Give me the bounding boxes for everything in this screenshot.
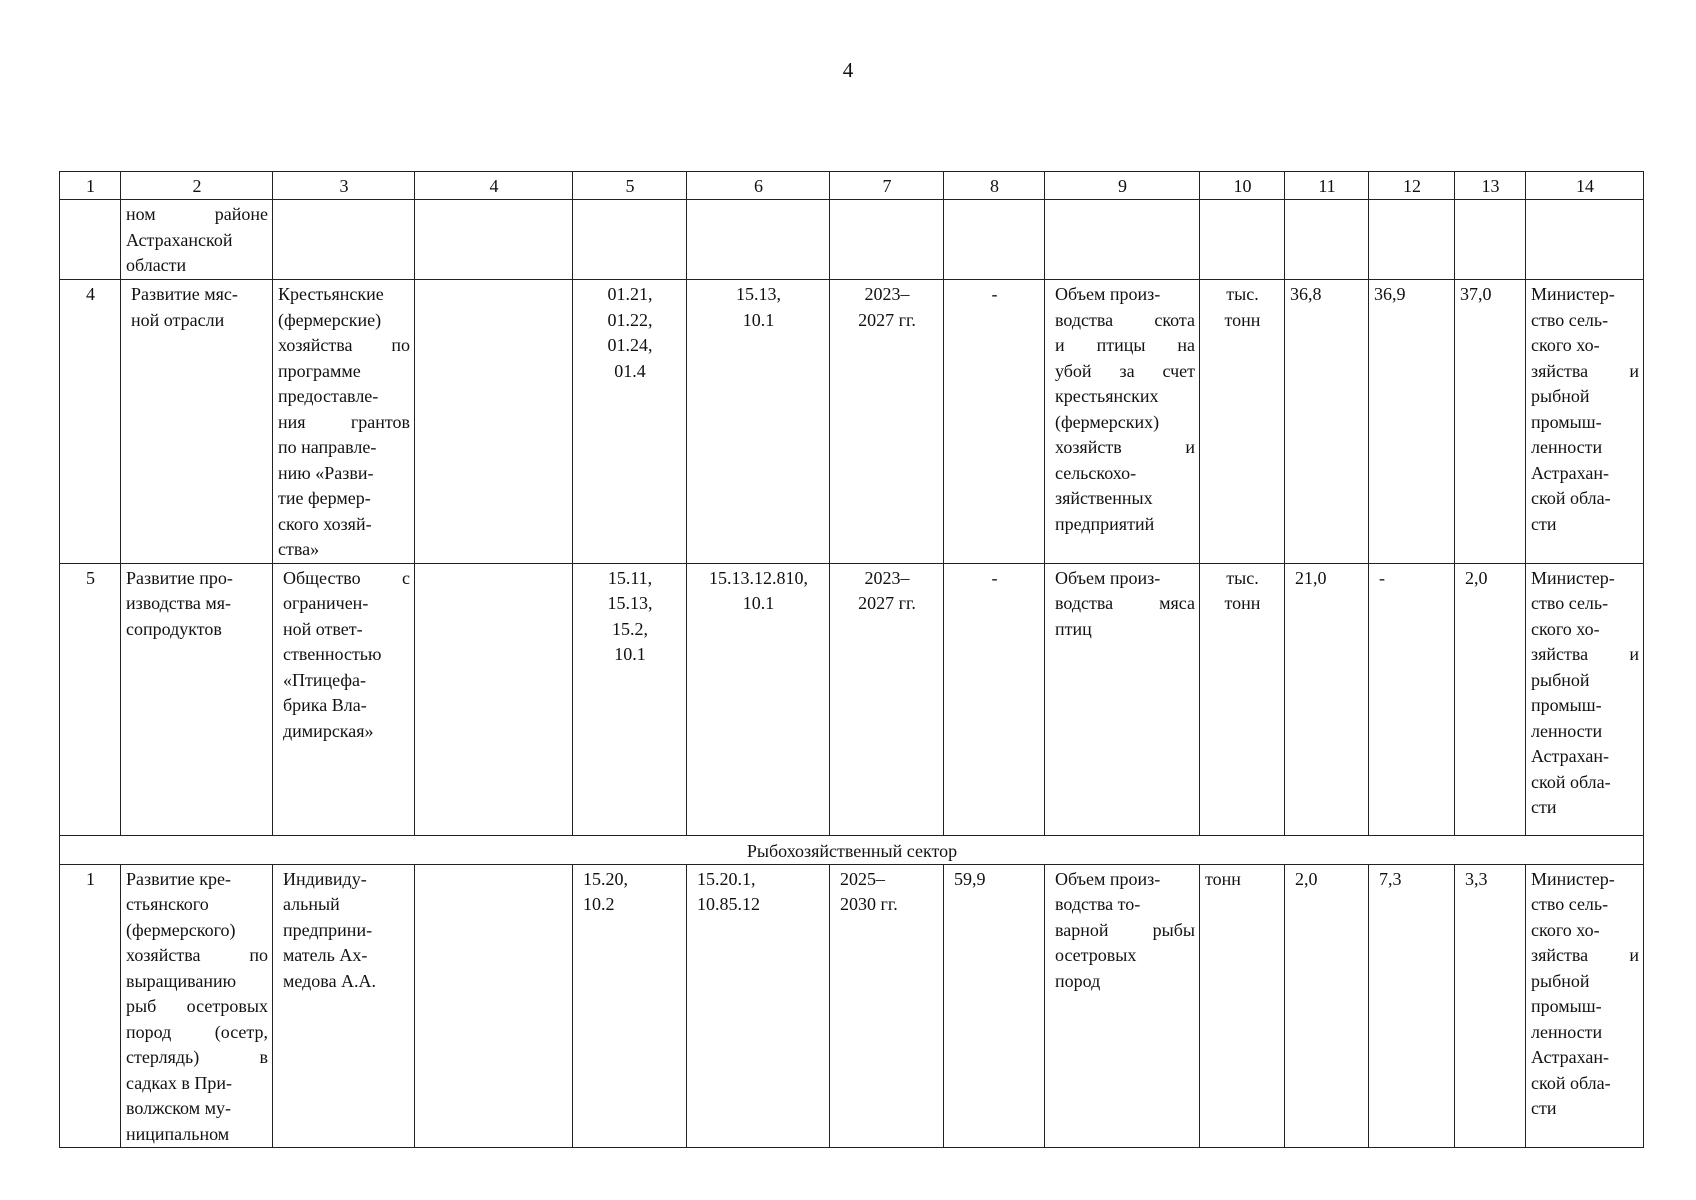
cell-text-line: изводства мя- [126, 593, 232, 613]
cell-text-line: (фермерского) [126, 919, 236, 940]
cell-text-line: ной ответ- [283, 618, 363, 639]
cell-text-line: варной рыбы [1055, 919, 1195, 940]
cell-text-line: ство сель- [1531, 894, 1609, 914]
executor-cell [273, 280, 415, 564]
cell-text-line: хозяйств и [1055, 437, 1195, 457]
cell-text-line: 2030 гг. [840, 894, 898, 914]
cell-text-line: ограничен- [283, 593, 369, 613]
cell-text-line: Развитие про- [126, 567, 233, 588]
cell-text-line: Министер- [1531, 284, 1615, 304]
responsible-cell [1526, 864, 1644, 1148]
column-number: 1 [60, 172, 121, 200]
cell-text-line: (фермерских) [1055, 411, 1160, 432]
cell-text-line: 10.2 [583, 894, 615, 914]
cell-text-line: тыс. [1226, 567, 1259, 588]
cell-text-line: рыб осетровых [126, 996, 268, 1016]
cell-text-line: Объем произ- [1055, 567, 1161, 588]
cell-text-line: 10.1 [742, 309, 775, 330]
column-number: 2 [121, 172, 273, 200]
investment-cell: - [944, 280, 1045, 564]
column-4-cell [415, 280, 573, 564]
cell-text-line: 2027 гг. [858, 309, 916, 330]
cell-text-line: ленности [1531, 1021, 1603, 1042]
column-4-cell [415, 864, 573, 1148]
value-11-cell: 2,0 [1285, 864, 1369, 1148]
cell-text-line: 2023– [864, 567, 910, 588]
cell-text-line: Развитие кре- [126, 868, 231, 889]
cell-text-line: сельскохо- [1055, 462, 1137, 483]
cell-text-line: 10.1 [614, 644, 646, 664]
section-header-row [60, 835, 1644, 864]
cell-text-line: тыс. [1226, 284, 1259, 304]
cell-text-line: 2025– [840, 868, 885, 889]
column-number: 14 [1526, 172, 1644, 200]
unit-cell [1200, 563, 1285, 835]
cell-text-line: Общество с [283, 567, 410, 588]
cell-text-line: предприни- [283, 919, 373, 940]
period-cell [830, 563, 944, 835]
cell-text-line: 15.2, [612, 618, 648, 639]
cell-text-line: ленности [1531, 437, 1603, 457]
cell-text-line: ства» [278, 539, 320, 559]
investment-cell: - [944, 563, 1045, 835]
cell-text-line: стерлядь) в [126, 1047, 268, 1067]
measure-name-cell [121, 280, 273, 564]
section-title: Рыбохозяйственный сектор [60, 835, 1644, 864]
cell-text-line: Объем произ- [1055, 868, 1161, 889]
okved-cell [573, 280, 687, 564]
column-number: 7 [830, 172, 944, 200]
cell-text-line: 15.20, [583, 868, 628, 889]
cell-text-line: димирская» [283, 720, 374, 741]
column-number: 6 [687, 172, 830, 200]
cell-text-line: 2027 гг. [858, 593, 916, 613]
cell-text-line: рыбной [1531, 386, 1590, 406]
cell-text-line: зяйства и [1531, 644, 1639, 664]
cell-text-line: сти [1531, 797, 1557, 817]
cell-text-line: области [126, 255, 187, 275]
cell-text-line: водства скота [1055, 309, 1195, 330]
column-number: 11 [1285, 172, 1369, 200]
cell-text-line: зяйства и [1531, 945, 1639, 965]
cell-text-line: матель Ах- [283, 945, 368, 965]
cell-text-line: 15.13, [607, 593, 653, 613]
investment-cell: 59,9 [944, 864, 1045, 1148]
value-12-cell: - [1369, 563, 1455, 835]
executor-cell [273, 563, 415, 835]
period-cell [830, 280, 944, 564]
executor-cell [273, 864, 415, 1148]
cell-text-line: Астрахан- [1531, 462, 1609, 483]
cell-text-line: садках в При- [126, 1072, 232, 1093]
value-11-cell: 36,8 [1285, 280, 1369, 564]
cell-text-line: Развитие мяс- [131, 284, 238, 304]
cell-text-line: Индивиду- [283, 868, 367, 889]
value-13-cell: 3,3 [1455, 864, 1526, 1148]
cell-text-line: Астрахан- [1531, 1047, 1609, 1067]
cell-text-line: хозяйства по [278, 335, 410, 355]
cell-text-line: и птицы на [1055, 335, 1195, 355]
cell-text-line: промыш- [1531, 411, 1602, 432]
unit-cell [1200, 864, 1285, 1148]
column-number: 4 [415, 172, 573, 200]
cell-text-line: ского хо- [1531, 919, 1600, 940]
column-numbers-row [60, 172, 1644, 200]
cell-text-line: выращиванию [126, 970, 237, 991]
cell-text-line: медова А.А. [283, 970, 377, 991]
column-number: 10 [1200, 172, 1285, 200]
value-12-cell: 7,3 [1369, 864, 1455, 1148]
cell-text-line: нию «Разви- [278, 462, 374, 483]
indicator-cell [1045, 864, 1200, 1148]
okved-cell [573, 864, 687, 1148]
column-number: 9 [1045, 172, 1200, 200]
cell-text-line: Крестьянские [278, 284, 384, 304]
value-13-cell: 37,0 [1455, 280, 1526, 564]
cell-text-line: стьянского [126, 894, 209, 914]
column-4-cell [415, 563, 573, 835]
column-number: 5 [573, 172, 687, 200]
cell-text-line: тонн [1224, 309, 1261, 330]
cell-text-line: 10.1 [742, 593, 775, 613]
cell-text-line: водства то- [1055, 894, 1141, 914]
measure-name-cell [121, 200, 273, 280]
row-number-cell: 4 [60, 280, 121, 564]
cell-text-line: ского хо- [1531, 335, 1600, 355]
column-number: 8 [944, 172, 1045, 200]
table-row [60, 280, 1644, 564]
cell-text-line: ской обла- [1531, 1072, 1611, 1093]
cell-text-line: водства мяса [1055, 593, 1195, 613]
cell-text-line: брика Вла- [283, 695, 367, 715]
measure-name-cell [121, 864, 273, 1148]
okpd-cell [687, 563, 830, 835]
value-12-cell: 36,9 [1369, 280, 1455, 564]
cell-text-line: пород (осетр, [126, 1021, 268, 1042]
cell-text-line: ственностью [283, 644, 382, 664]
cell-text-line: ном районе [126, 204, 268, 224]
cell-text-line: ской обла- [1531, 771, 1611, 792]
cell-text-line: ленности [1531, 720, 1603, 741]
cell-text-line: тонн [1205, 868, 1241, 889]
cell-text-line: рыбной [1531, 669, 1590, 690]
unit-cell [1200, 280, 1285, 564]
cell-text-line: программе [278, 360, 361, 381]
page-number: 4 [842, 58, 854, 82]
period-cell [830, 864, 944, 1148]
cell-text-line: ство сель- [1531, 309, 1609, 330]
cell-text-line: альный [283, 894, 340, 914]
cell-text-line: зяйственных [1055, 488, 1153, 508]
cell-text-line: зяйства и [1531, 360, 1639, 381]
cell-text-line: ниципальном [126, 1123, 230, 1144]
table-row [60, 864, 1644, 1148]
cell-text-line: «Птицефа- [283, 669, 366, 690]
indicator-cell [1045, 563, 1200, 835]
cell-text-line: сти [1531, 1098, 1557, 1118]
value-13-cell: 2,0 [1455, 563, 1526, 835]
cell-text-line: 10.85.12 [697, 894, 760, 914]
cell-text-line: Министер- [1531, 567, 1615, 588]
table-row [60, 563, 1644, 835]
cell-text-line: ния грантов [278, 411, 410, 432]
responsible-cell [1526, 280, 1644, 564]
measures-table [59, 171, 1644, 1148]
cell-text-line: осетровых [1055, 945, 1137, 965]
cell-text-line: ского хозяй- [278, 513, 372, 534]
cell-text-line: 01.4 [614, 360, 646, 381]
cell-text-line: 01.21, [607, 284, 653, 304]
cell-text-line: (фермерские) [278, 309, 382, 330]
column-number: 13 [1455, 172, 1526, 200]
cell-text-line: сти [1531, 513, 1557, 534]
cell-text-line: птиц [1055, 618, 1092, 639]
cell-text-line: промыш- [1531, 996, 1602, 1016]
cell-text-line: ной отрасли [131, 309, 225, 330]
cell-text-line: 15.13, [736, 284, 781, 304]
cell-text-line: хозяйства по [126, 945, 268, 965]
cell-text-line: по направле- [278, 437, 377, 457]
okved-cell [573, 563, 687, 835]
indicator-cell [1045, 280, 1200, 564]
cell-text-line: ского хо- [1531, 618, 1600, 639]
cell-text-line: тие фермер- [278, 488, 371, 508]
cell-text-line: 15.13.12.810, [709, 567, 808, 588]
cell-text-line: убой за счет [1055, 360, 1195, 381]
cell-text-line: 2023– [864, 284, 910, 304]
responsible-cell [1526, 563, 1644, 835]
column-number: 3 [273, 172, 415, 200]
row-number-cell: 5 [60, 563, 121, 835]
okpd-cell [687, 864, 830, 1148]
cell-text-line: крестьянских [1055, 386, 1159, 406]
cell-text-line: предоставле- [278, 386, 379, 406]
row-number-cell: 1 [60, 864, 121, 1148]
cell-text-line: Объем произ- [1055, 284, 1161, 304]
cell-text-line: предприятий [1055, 513, 1155, 534]
value-11-cell: 21,0 [1285, 563, 1369, 835]
cell-text-line: 01.22, [607, 309, 653, 330]
cell-text-line: 01.24, [607, 335, 653, 355]
column-number: 12 [1369, 172, 1455, 200]
cell-text-line: Астрахан- [1531, 746, 1609, 766]
cell-text-line: Министер- [1531, 868, 1615, 889]
cell-text-line: Астраханской [126, 229, 233, 250]
cell-text-line: 15.11, [607, 567, 653, 588]
cell-text-line: 15.20.1, [697, 868, 756, 889]
cell-text-line: ство сель- [1531, 593, 1609, 613]
cell-text-line: пород [1055, 970, 1101, 991]
cell-text-line: сопродуктов [126, 618, 222, 639]
cell-text-line: ской обла- [1531, 488, 1611, 508]
measure-name-cell [121, 563, 273, 835]
cell-text-line: волжском му- [126, 1098, 231, 1118]
okpd-cell [687, 280, 830, 564]
cell-text-line: рыбной [1531, 970, 1590, 991]
cell-text-line: тонн [1224, 593, 1261, 613]
table-row [60, 200, 1644, 280]
cell-text-line: промыш- [1531, 695, 1602, 715]
